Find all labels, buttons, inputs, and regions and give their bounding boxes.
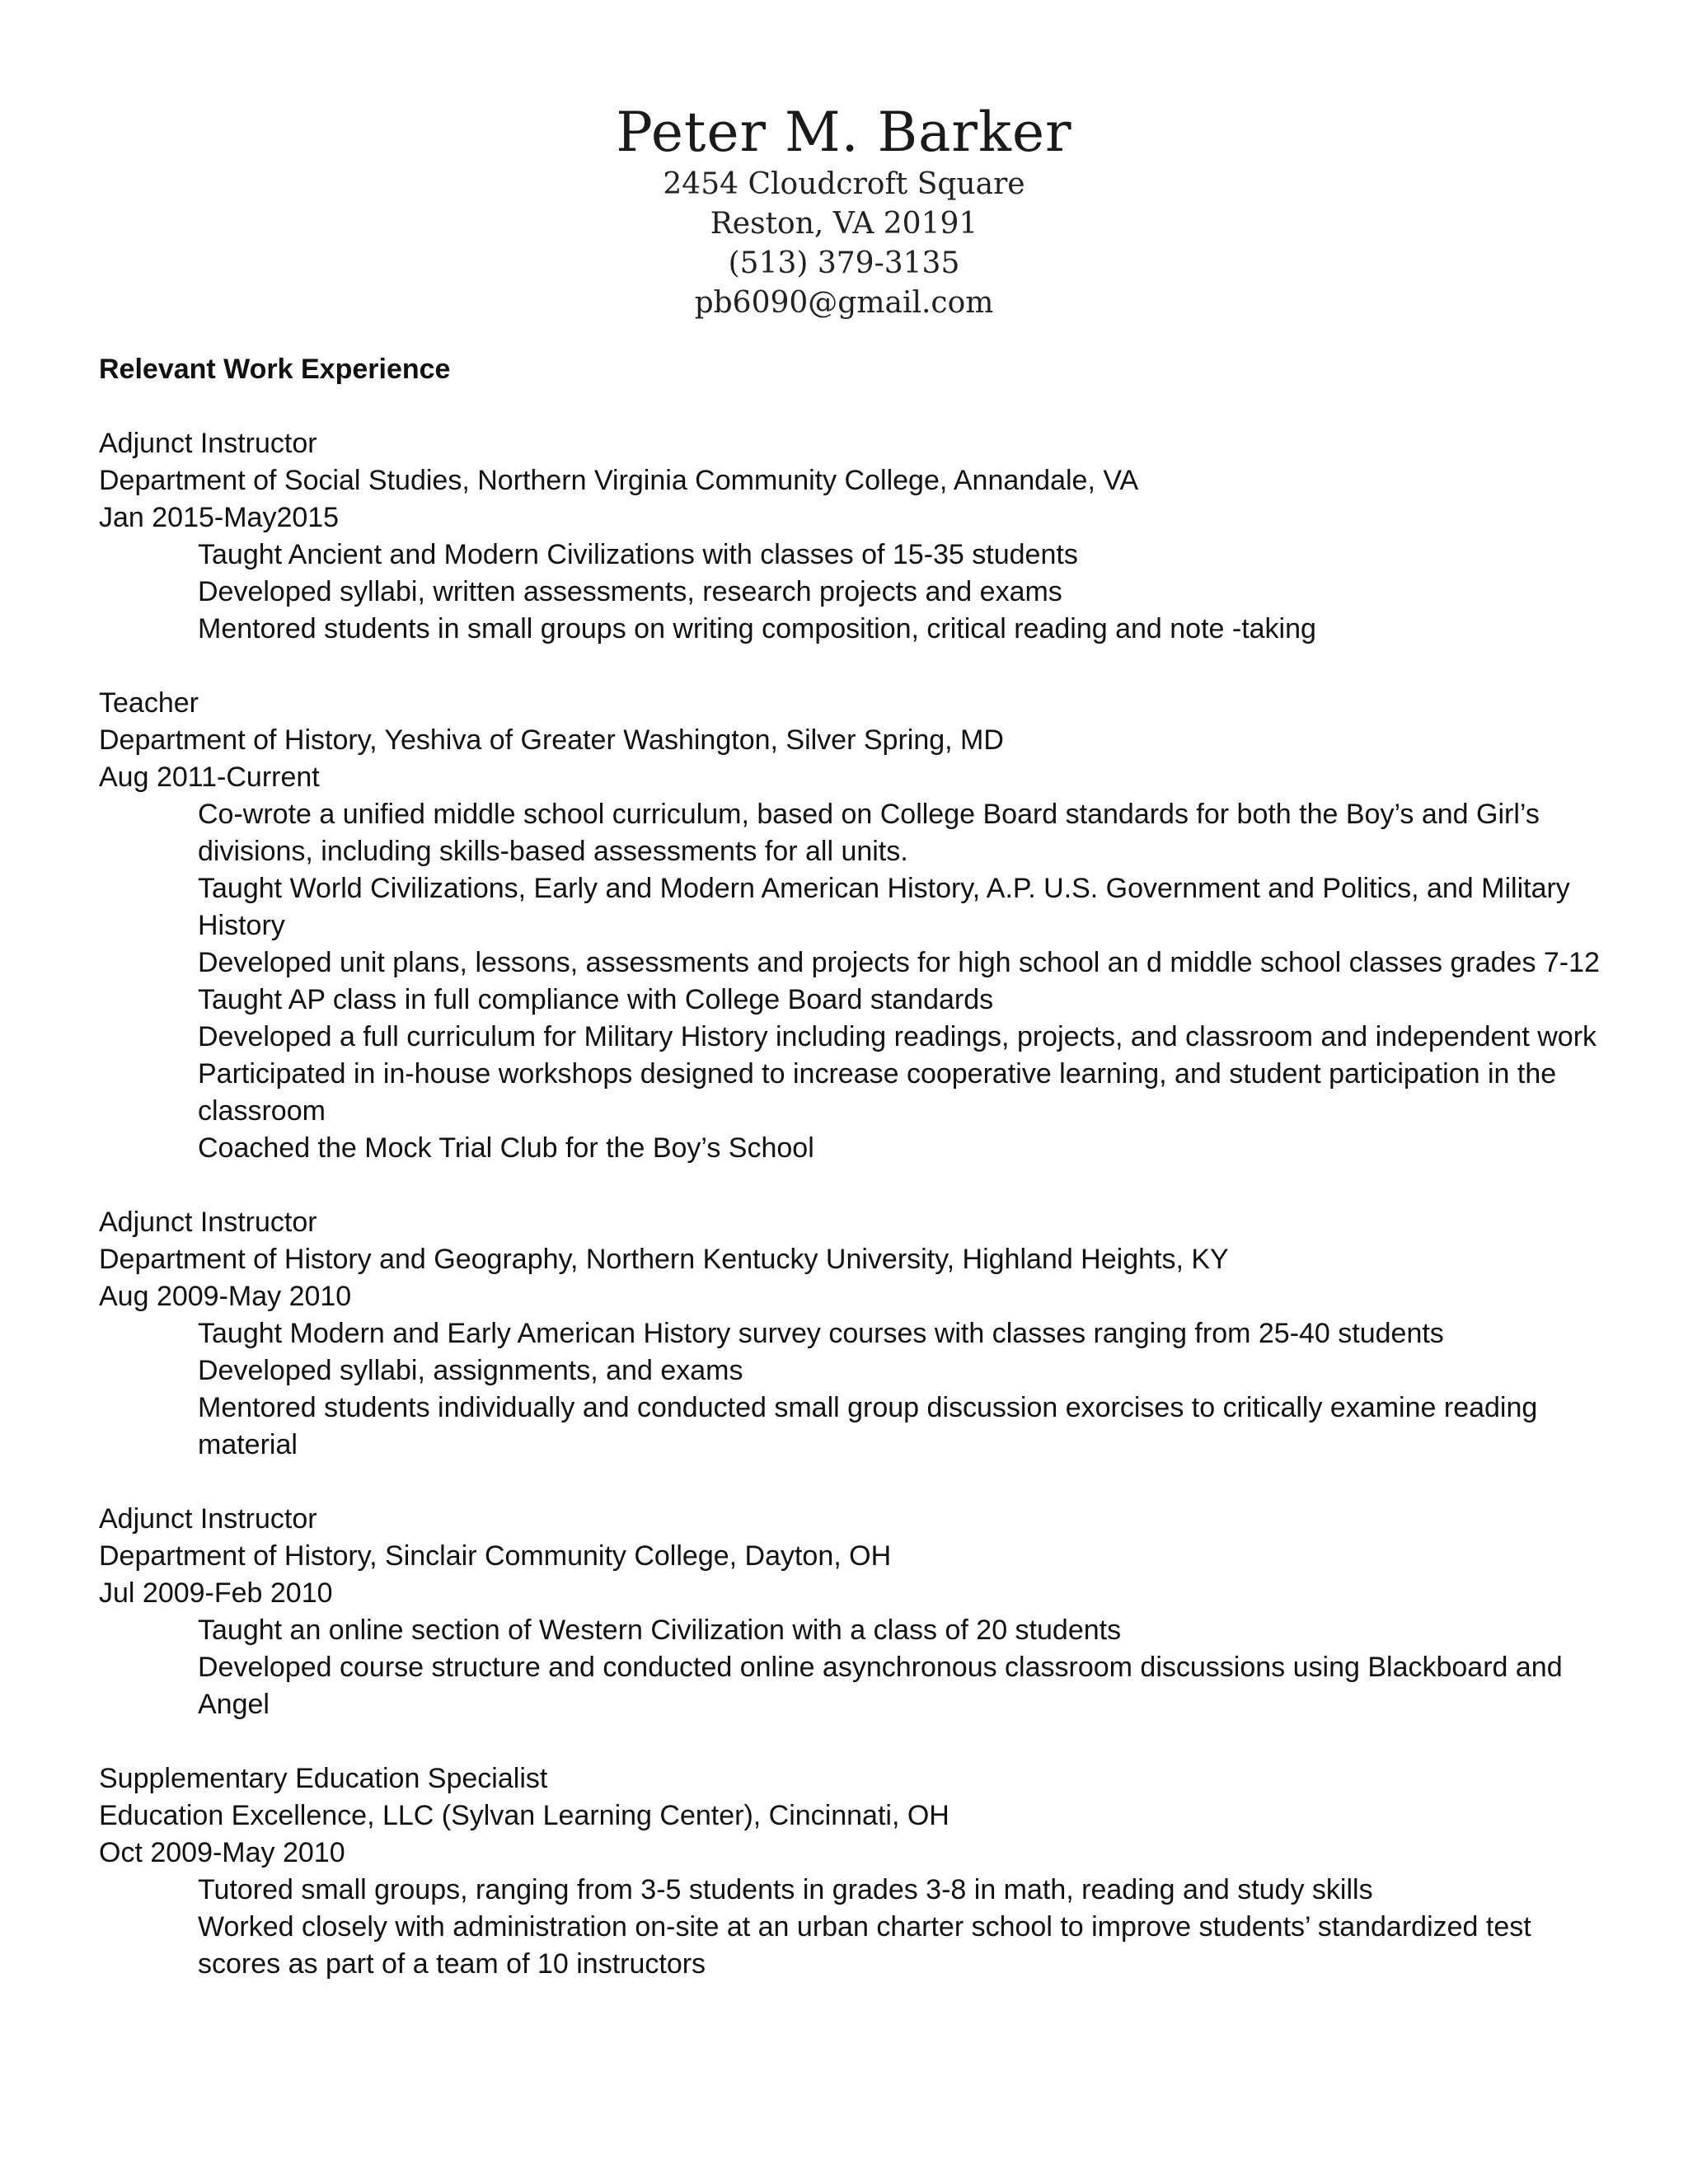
job-entry [99, 685, 1607, 1167]
job-duty: Mentored students in small groups on writing composition, critical reading and note -taking [198, 613, 1316, 644]
job-duty: Taught an online section of Western Civilization with a class of 20 students [198, 1615, 1122, 1646]
spacer [99, 388, 1607, 425]
phone-number: (513) 379-3135 [728, 246, 960, 280]
job-duty: Developed a full curriculum for Military History including readings, projects, and classroom and independent work [198, 1021, 1597, 1052]
job-organization: Department of History, Sinclair Community College, Dayton, OH [99, 1540, 892, 1572]
street-address: 2454 Cloudcroft Square [663, 167, 1025, 201]
job-entry [99, 1760, 1607, 1983]
job-organization: Education Excellence, LLC (Sylvan Learning Center), Cincinnati, OH [99, 1800, 950, 1831]
job-entry [99, 1204, 1607, 1464]
applicant-name: Peter M. Barker [616, 101, 1072, 164]
job-duty: Coached the Mock Trial Club for the Boy’s School [198, 1132, 814, 1164]
job-title: Supplementary Education Specialist [99, 1763, 548, 1794]
job-duty: Taught AP class in full compliance with College Board standards [198, 984, 994, 1015]
job-organization: Department of Social Studies, Northern Virginia Community College, Annandale, VA [99, 465, 1139, 496]
city-state-zip: Reston, VA 20191 [710, 207, 978, 241]
job-duties [99, 1315, 1607, 1464]
job-title: Adjunct Instructor [99, 1503, 317, 1535]
spacer [99, 648, 1607, 685]
job-duty: Worked closely with administration on-site at an urban charter school to improve students’ standardized test scores as part of a team of 10 instructors [198, 1911, 1531, 1980]
job-duty: Co-wrote a unified middle school curriculum, based on College Board standards for both the Boy’s and Girl’s divisions, including skills-based assessments for all units. [198, 799, 1540, 867]
job-duty: Participated in in-house workshops designed to increase cooperative learning, and student participation in the classroom [198, 1058, 1557, 1127]
job-title: Teacher [99, 687, 199, 719]
job-duties [99, 1612, 1607, 1723]
job-organization: Department of History, Yeshiva of Greater Washington, Silver Spring, MD [99, 724, 1004, 756]
job-dates: Aug 2009-May 2010 [99, 1281, 352, 1312]
job-duty: Tutored small groups, ranging from 3-5 students in grades 3-8 in math, reading and study skills [198, 1874, 1373, 1905]
section-title: Relevant Work Experience [99, 354, 451, 385]
job-duty: Taught World Civilizations, Early and Modern American History, A.P. U.S. Government and Politics, and Military History [198, 873, 1570, 941]
job-duty: Developed syllabi, assignments, and exams [198, 1355, 743, 1386]
job-duty: Developed course structure and conducted online asynchronous classroom discussions using Blackboard and Angel [198, 1652, 1563, 1720]
job-entry [99, 425, 1607, 648]
job-duty: Developed syllabi, written assessments, research projects and exams [198, 576, 1062, 607]
job-duty: Developed unit plans, lessons, assessments and projects for high school an d middle school classes grades 7-12 [198, 947, 1600, 978]
spacer [99, 1167, 1607, 1204]
job-dates: Jan 2015-May2015 [99, 502, 340, 533]
job-duties [99, 537, 1607, 648]
job-dates: Oct 2009-May 2010 [99, 1837, 345, 1868]
job-dates: Jul 2009-Feb 2010 [99, 1577, 333, 1609]
resume-header [0, 101, 1688, 323]
job-duty: Taught Ancient and Modern Civilizations with classes of 15-35 students [198, 539, 1078, 570]
job-duty: Taught Modern and Early American History survey courses with classes ranging from 25-40 students [198, 1318, 1444, 1349]
job-title: Adjunct Instructor [99, 428, 317, 459]
job-duties [99, 1872, 1607, 1983]
job-duty: Mentored students individually and conducted small group discussion exorcises to critically examine reading material [198, 1392, 1538, 1460]
spacer [99, 1723, 1607, 1760]
job-dates: Aug 2011-Current [99, 762, 320, 793]
job-entry [99, 1501, 1607, 1723]
job-duties [99, 796, 1607, 1167]
email-address: pb6090@gmail.com [694, 286, 994, 320]
spacer [99, 1464, 1607, 1501]
job-organization: Department of History and Geography, Northern Kentucky University, Highland Heights, KY [99, 1244, 1229, 1275]
job-title: Adjunct Instructor [99, 1207, 317, 1238]
resume-body [99, 351, 1607, 1983]
